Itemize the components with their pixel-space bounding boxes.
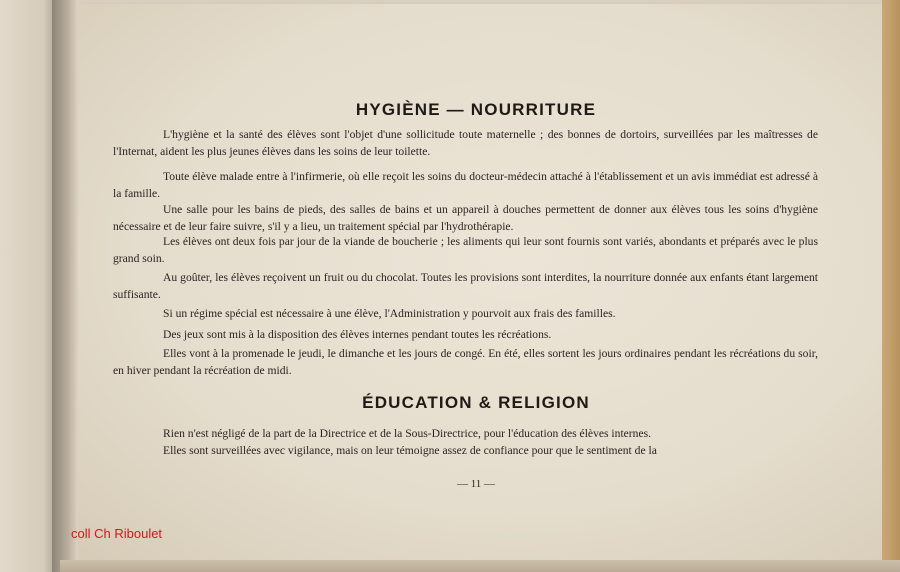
paragraph-hygiene-8: Elles vont à la promenade le jeudi, le dimanche et les jours de congé. En été, elles sortent les jours ordinaires pendant les récréations du soir, en hiver pendant la récréation de midi. bbox=[113, 347, 818, 378]
paragraph-hygiene-3: Une salle pour les bains de pieds, des salles de bains et un appareil à douches permettent de donner aux élèves tous les soins d'hygiène nécessaire et de leur faire suivre, s'il y a lieu, un traitement spécial par l'hydrothérapie. bbox=[113, 203, 818, 234]
section-heading-hygiene: HYGIÈNE — NOURRITURE bbox=[355, 100, 597, 119]
paragraph-hygiene-7: Des jeux sont mis à la disposition des élèves internes pendant toutes les récréations. bbox=[163, 328, 552, 341]
paragraph-hygiene-4: Les élèves ont deux fois par jour de la viande de boucherie ; les aliments qui leur sont fournis sont variés, abondants et préparés avec le plus grand soin. bbox=[113, 235, 818, 266]
paragraph-education-1: Rien n'est négligé de la part de la Directrice et de la Sous-Directrice, pour l'éducation des élèves internes. bbox=[163, 427, 652, 440]
paragraph-hygiene-1: L'hygiène et la santé des élèves sont l'objet d'une sollicitude toute maternelle ; des bonnes de dortoirs, surveillées par les maîtresses de l'Internat, aident les plus jeunes élèves dans les soins de leur toilette. bbox=[113, 128, 818, 159]
page-bottom-edge bbox=[60, 560, 900, 572]
paragraph-hygiene-6: Si un régime spécial est nécessaire à une élève, l'Administration y pourvoit aux frais des familles. bbox=[163, 307, 616, 320]
book-cover-edge bbox=[882, 0, 900, 572]
paragraph-hygiene-5: Au goûter, les élèves reçoivent un fruit ou du chocolat. Toutes les provisions sont interdites, la nourriture donnée aux enfants étant largement suffisante. bbox=[113, 271, 818, 302]
paragraph-education-2: Elles sont surveillées avec vigilance, mais on leur témoigne assez de confiance pour que le sentiment de la bbox=[163, 444, 657, 457]
section-heading-education: ÉDUCATION & RELIGION bbox=[362, 393, 590, 412]
paragraph-hygiene-2: Toute élève malade entre à l'infirmerie, où elle reçoit les soins du docteur-médecin attaché à l'établissement et un avis immédiat est adressé à la famille. bbox=[113, 170, 818, 201]
page-number: — 11 — bbox=[456, 478, 496, 490]
collection-credit: coll Ch Riboulet bbox=[71, 526, 163, 541]
